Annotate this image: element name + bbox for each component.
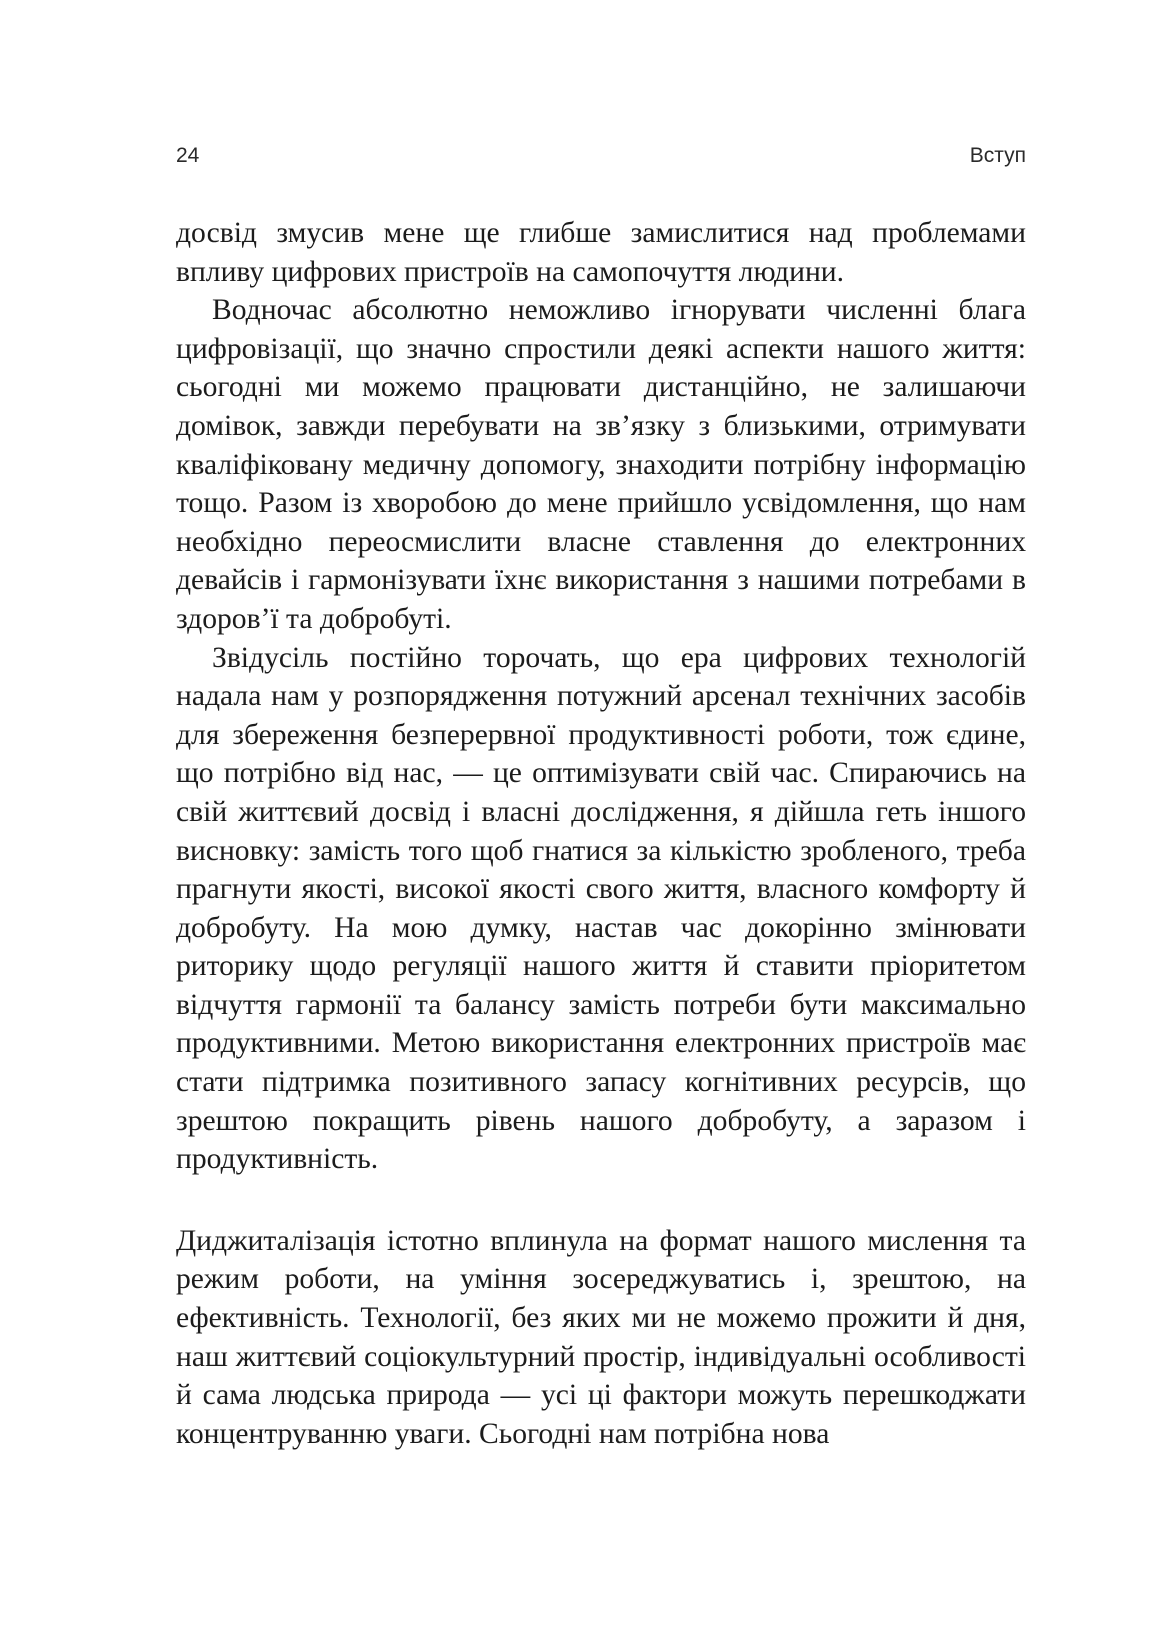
body-text xyxy=(176,214,1026,1453)
paragraph-continuation: досвід змусив мене ще глибше замислитися над проблемами впливу цифрових пристроїв на самопочуття людини. xyxy=(176,217,1026,288)
paragraph: Звідусіль постійно торочать, що ера цифрових технологій надала нам у розпорядження потужний арсенал технічних засобів для збереження безперервної продуктивності роботи, тож єдине, що потрібно від нас, — це оптимізувати свій час. Спираючись на свій життєвий досвід і власні дослідження, я дійшла геть іншого висновку: замість того щоб гнатися за кількістю зробленого, треба прагнути якості, високої якості свого життя, власного комфорту й добробуту. На мою думку, настав час докорінно змінювати риторику щодо регуляції нашого життя й ставити пріоритетом відчуття гармонії та балансу замість потреби бути максимально продуктивними. Метою використання електронних пристроїв має стати підтримка позитивного запасу когнітивних ресурсів, що зрештою покращить рівень нашого добробуту, а заразом і продуктивність. xyxy=(176,641,1026,1176)
running-head: Вступ xyxy=(969,144,1026,167)
section-paragraph: Диджиталізація істотно вплинула на формат нашого мислення та режим роботи, на уміння зосереджуватись і, зрештою, на ефективність. Технології, без яких ми не можемо прожити й дня, наш життєвий соціокультурний простір, індивідуальні особливості й сама людська природа — усі ці фактори можуть перешкоджати концентруванню уваги. Сьогодні нам потрібна нова xyxy=(176,1224,1026,1450)
page-number: 24 xyxy=(176,144,200,167)
paragraph: Водночас абсолютно неможливо ігнорувати численні блага цифровізації, що значно спростили деякі аспекти нашого життя: сьогодні ми можемо працювати дистанційно, не залишаючи домівок, завжди перебувати на зв’язку з близькими, отримувати кваліфіковану медичну допомогу, знаходити потрібну інформацію тощо. Разом із хворобою до мене прийшло усвідомлення, що нам необхідно переосмислити власне ставлення до електронних девайсів і гармонізувати їхнє використання з нашими потребами в здоров’ї та добробуті. xyxy=(176,294,1026,635)
page-header xyxy=(176,144,1026,174)
